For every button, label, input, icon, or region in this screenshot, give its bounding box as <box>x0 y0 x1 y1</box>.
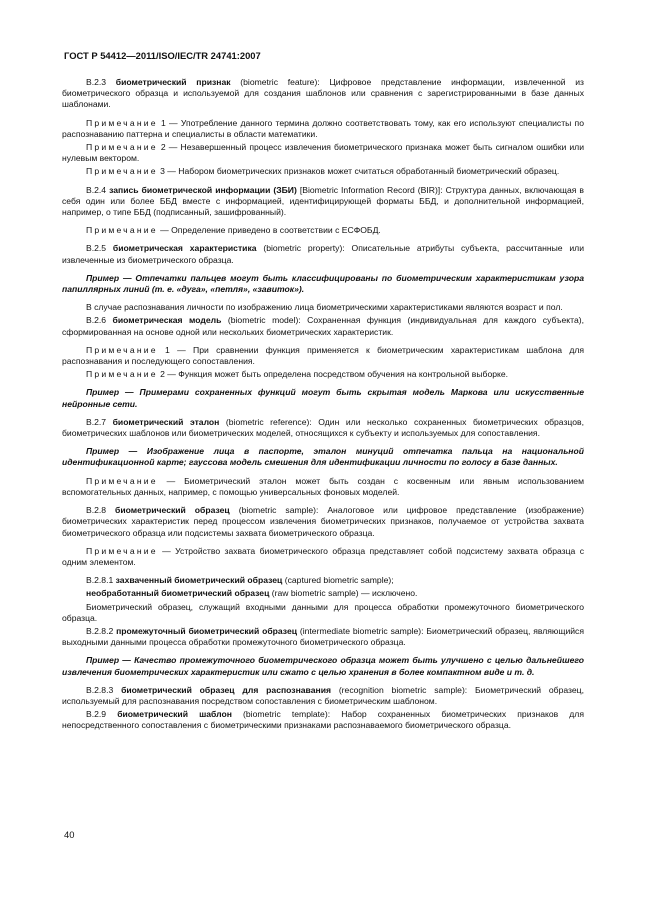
term-definition-b-2-8-2: B.2.8.2 промежуточный биометрический образец (intermediate biometric sample): Биометрический образец, являющийся выходными данными процесса обработки промежуточного биометрического образца. <box>62 625 584 648</box>
note: Примечание 2 — Функция может быть определена посредством обучения на контрольной выборке. <box>86 369 509 380</box>
example: Пример — Примерами сохраненных функций могут быть скрытая модель Маркова или искусственные нейронные сети. <box>62 387 584 409</box>
paragraph: В случае распознавания личности по изображению лица биометрическими характеристиками являются возраст и пол. <box>86 302 563 313</box>
document-header: ГОСТ Р 54412—2011/ISO/IEC/TR 24741:2007 <box>64 50 261 61</box>
term-definition-b-2-5: B.2.5 биометрическая характеристика (biometric property): Описательные атрибуты субъекта, рассчитанные или извлеченные из биометрического образца. <box>62 243 585 265</box>
term-definition-b-2-8-1: B.2.8.1 захваченный биометрический образец (captured biometric sample); <box>86 575 394 586</box>
example: Пример — Отпечатки пальцев могут быть классифицированы по биометрическим характеристикам узора папиллярных линий (т. е. «дуга», «петля», «завиток»). <box>62 272 584 295</box>
term-definition-b-2-7: B.2.7 биометрический эталон (biometric reference): Один или несколько сохраненных биометрических образцов, биометрических шаблонов или биометрических моделей, относящихся к субъекту и используемых для сопоставления. <box>62 416 584 439</box>
note: Примечание — Устройство захвата биометрического образца представляет собой подсистему захвата образца с одним элементом. <box>62 545 584 567</box>
term-synonym: необработанный биометрический образец (raw biometric sample) — исключено. <box>86 588 418 599</box>
note: Примечание 2 — Незавершенный процесс извлечения биометрического признака может быть сигналом ошибки или нулевым вектором. <box>62 142 584 164</box>
example: Пример — Качество промежуточного биометрического образца может быть улучшено с целью дальнейшего извлечения биометрических характеристик или сжато с целью хранения в более компактном виде и т. д. <box>62 655 584 677</box>
note: Примечание — Биометрический эталон может быть создан с косвенным или явным использованием вспомогательных данных, например, с помощью универсальных фоновых моделей. <box>62 475 584 497</box>
term-definition-b-2-6: B.2.6 биометрическая модель (biometric model): Сохраненная функция (индивидуальная для каждого субъекта), сформированная на основе одной или нескольких биометрических характеристик. <box>62 315 585 337</box>
term-definition-b-2-8-3: B.2.8.3 биометрический образец для распознавания (recognition biometric sample): Биометрический образец, используемый для распознавания посредством сопоставления с биометрическим шаблоном. <box>62 684 584 706</box>
note: Примечание — Определение приведено в соответствии с ЕСФОБД. <box>86 225 381 236</box>
term-definition-b-2-8: B.2.8 биометрический образец (biometric sample): Аналоговое или цифровое представление (изображение) биометрических характеристик перед процессом извлечения биометрических признаков, получаемое от устройства захвата биометрического образца или подсистемы захвата биометрического образца. <box>62 505 585 538</box>
document-body <box>62 77 584 732</box>
term-definition-b-2-4: B.2.4 запись биометрической информации (ЗБИ) [Biometric Information Record (BIR)]: Структура данных, включающая в себя один или более ББД вместе с информацией, идентифицирующей форматы ББД, и дополнительной информацией, например, о типе ББД (подписанный, зашифрованный). <box>62 184 584 218</box>
paragraph: Биометрический образец, служащий входными данными для процесса обработки промежуточного биометрического образца. <box>62 601 584 623</box>
note: Примечание 3 — Набором биометрических признаков может считаться обработанный биометрический образец. <box>86 166 560 177</box>
term-definition-b-2-9: B.2.9 биометрический шаблон (biometric template): Набор сохраненных биометрических признаков для непосредственного сопоставления с биометрическими признаками распознаваемого биометрического образца. <box>62 709 584 731</box>
example: Пример — Изображение лица в паспорте, эталон минуций отпечатка пальца на национальной идентификационной карте; гауссова модель смешения для идентификации личности по голосу в базе данных. <box>62 446 584 468</box>
note: Примечание 1 — Употребление данного термина должно соответствовать тому, как его используют специалисты по распознаванию паттерна и специалисты в области математики. <box>62 117 584 139</box>
page-number: 40 <box>64 829 75 840</box>
note: Примечание 1 — При сравнении функция применяется к биометрическим характеристикам шаблона для распознавания и последующего сопоставления. <box>62 344 584 367</box>
term-definition-b-2-3: B.2.3 биометрический признак (biometric feature): Цифровое представление информации, извлеченной из биометрического образца и используемой для создания шаблонов или сравнения с зарегистрированными в базе данных шаблонами. <box>62 77 584 110</box>
